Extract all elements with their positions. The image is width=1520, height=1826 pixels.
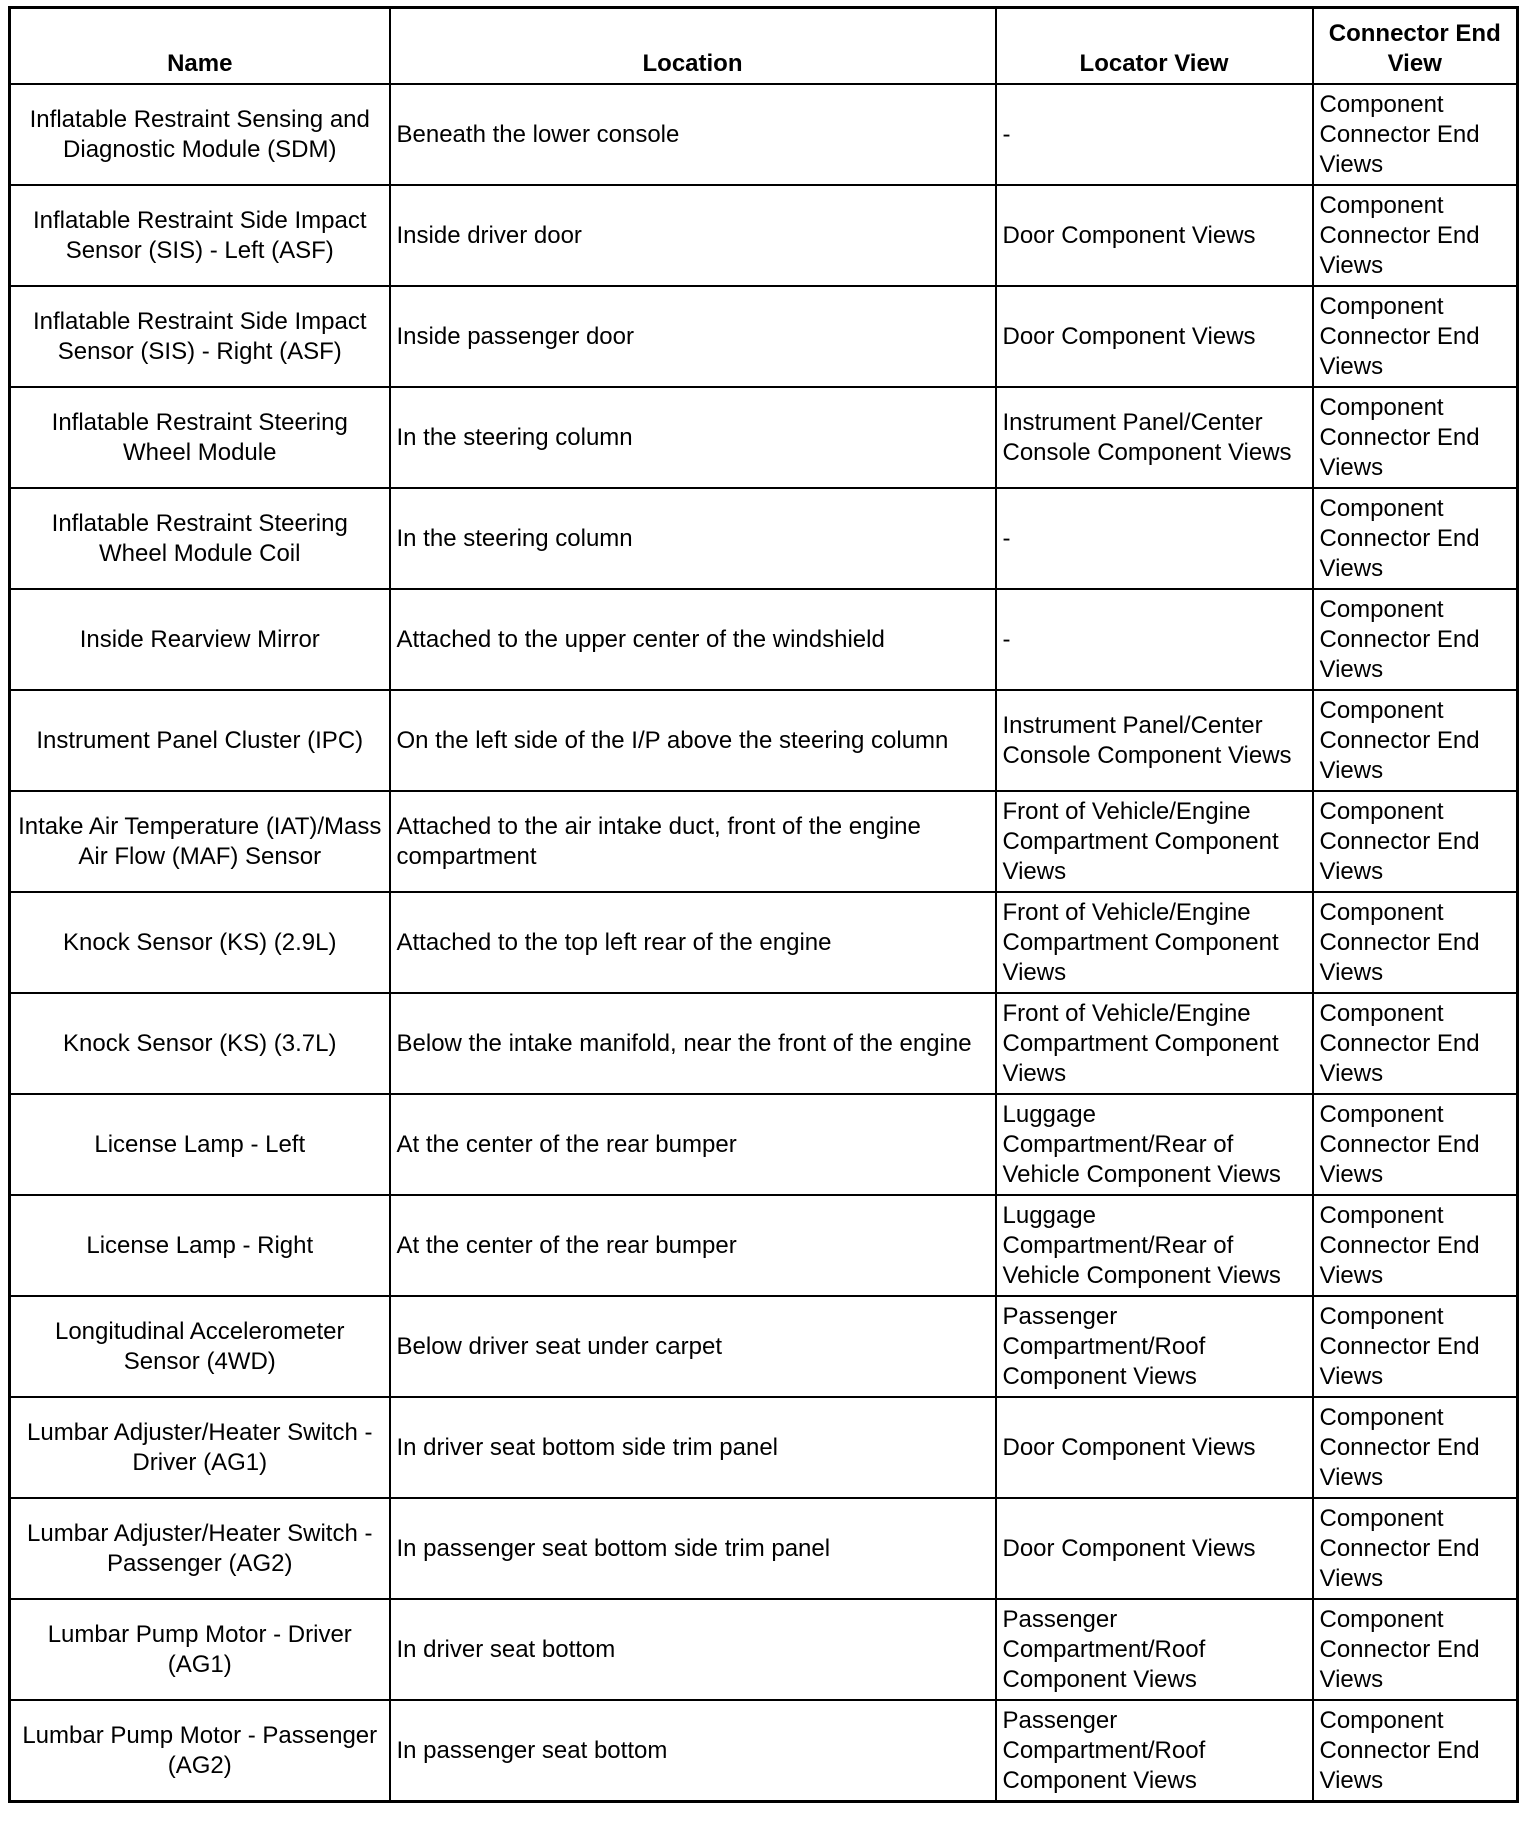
cell-location: Below the intake manifold, near the front of the engine — [390, 993, 996, 1094]
cell-location: Attached to the top left rear of the engine — [390, 892, 996, 993]
table-row — [10, 488, 1518, 589]
cell-location: Attached to the upper center of the windshield — [390, 589, 996, 690]
table-row — [10, 892, 1518, 993]
cell-name: Knock Sensor (KS) (3.7L) — [10, 993, 390, 1094]
cell-locator-view: Front of Vehicle/Engine Compartment Component Views — [996, 993, 1313, 1094]
cell-connector-end-view: Component Connector End Views — [1313, 1498, 1518, 1599]
cell-location: Inside driver door — [390, 185, 996, 286]
table-row — [10, 1599, 1518, 1700]
cell-locator-view: Door Component Views — [996, 1397, 1313, 1498]
table-row — [10, 690, 1518, 791]
cell-location: In driver seat bottom side trim panel — [390, 1397, 996, 1498]
cell-locator-view: Front of Vehicle/Engine Compartment Component Views — [996, 791, 1313, 892]
table-row — [10, 791, 1518, 892]
cell-location: In driver seat bottom — [390, 1599, 996, 1700]
cell-name: Lumbar Adjuster/Heater Switch - Passenger (AG2) — [10, 1498, 390, 1599]
table-row — [10, 1195, 1518, 1296]
cell-locator-view: - — [996, 589, 1313, 690]
cell-location: On the left side of the I/P above the steering column — [390, 690, 996, 791]
header-connector-end-view: Connector End View — [1313, 8, 1518, 85]
cell-name: Intake Air Temperature (IAT)/Mass Air Flow (MAF) Sensor — [10, 791, 390, 892]
table-row — [10, 589, 1518, 690]
cell-locator-view: - — [996, 84, 1313, 185]
cell-locator-view: Door Component Views — [996, 286, 1313, 387]
cell-connector-end-view: Component Connector End Views — [1313, 892, 1518, 993]
cell-name: Inflatable Restraint Steering Wheel Module Coil — [10, 488, 390, 589]
cell-name: Instrument Panel Cluster (IPC) — [10, 690, 390, 791]
cell-location: In the steering column — [390, 488, 996, 589]
header-location: Location — [390, 8, 996, 85]
table-row — [10, 1296, 1518, 1397]
header-locator-view: Locator View — [996, 8, 1313, 85]
cell-connector-end-view: Component Connector End Views — [1313, 993, 1518, 1094]
cell-name: Inflatable Restraint Sensing and Diagnostic Module (SDM) — [10, 84, 390, 185]
cell-connector-end-view: Component Connector End Views — [1313, 1094, 1518, 1195]
cell-name: Lumbar Pump Motor - Driver (AG1) — [10, 1599, 390, 1700]
cell-connector-end-view: Component Connector End Views — [1313, 1296, 1518, 1397]
cell-connector-end-view: Component Connector End Views — [1313, 84, 1518, 185]
header-row — [10, 8, 1518, 85]
cell-connector-end-view: Component Connector End Views — [1313, 286, 1518, 387]
table-row — [10, 1498, 1518, 1599]
cell-connector-end-view: Component Connector End Views — [1313, 387, 1518, 488]
cell-connector-end-view: Component Connector End Views — [1313, 791, 1518, 892]
cell-locator-view: Passenger Compartment/Roof Component Views — [996, 1296, 1313, 1397]
cell-connector-end-view: Component Connector End Views — [1313, 1397, 1518, 1498]
cell-locator-view: - — [996, 488, 1313, 589]
cell-name: Inflatable Restraint Steering Wheel Module — [10, 387, 390, 488]
table-body — [10, 84, 1518, 1802]
cell-connector-end-view: Component Connector End Views — [1313, 185, 1518, 286]
table-row — [10, 185, 1518, 286]
table-row — [10, 286, 1518, 387]
cell-name: Inflatable Restraint Side Impact Sensor (SIS) - Left (ASF) — [10, 185, 390, 286]
cell-locator-view: Door Component Views — [996, 185, 1313, 286]
cell-locator-view: Front of Vehicle/Engine Compartment Component Views — [996, 892, 1313, 993]
cell-connector-end-view: Component Connector End Views — [1313, 488, 1518, 589]
table-row — [10, 1094, 1518, 1195]
cell-location: Below driver seat under carpet — [390, 1296, 996, 1397]
cell-location: In passenger seat bottom side trim panel — [390, 1498, 996, 1599]
cell-name: Lumbar Pump Motor - Passenger (AG2) — [10, 1700, 390, 1802]
table-row — [10, 84, 1518, 185]
cell-locator-view: Door Component Views — [996, 1498, 1313, 1599]
cell-connector-end-view: Component Connector End Views — [1313, 589, 1518, 690]
cell-location: Inside passenger door — [390, 286, 996, 387]
cell-locator-view: Luggage Compartment/Rear of Vehicle Component Views — [996, 1094, 1313, 1195]
table-row — [10, 1397, 1518, 1498]
cell-name: License Lamp - Left — [10, 1094, 390, 1195]
cell-connector-end-view: Component Connector End Views — [1313, 1599, 1518, 1700]
cell-name: Inside Rearview Mirror — [10, 589, 390, 690]
table-row — [10, 1700, 1518, 1802]
cell-name: Knock Sensor (KS) (2.9L) — [10, 892, 390, 993]
table-row — [10, 387, 1518, 488]
cell-connector-end-view: Component Connector End Views — [1313, 1700, 1518, 1802]
component-locator-table — [8, 6, 1519, 1803]
cell-location: Attached to the air intake duct, front of the engine compartment — [390, 791, 996, 892]
cell-name: Inflatable Restraint Side Impact Sensor (SIS) - Right (ASF) — [10, 286, 390, 387]
cell-location: Beneath the lower console — [390, 84, 996, 185]
cell-location: At the center of the rear bumper — [390, 1094, 996, 1195]
table-row — [10, 993, 1518, 1094]
cell-location: At the center of the rear bumper — [390, 1195, 996, 1296]
cell-name: Longitudinal Accelerometer Sensor (4WD) — [10, 1296, 390, 1397]
cell-name: License Lamp - Right — [10, 1195, 390, 1296]
cell-location: In passenger seat bottom — [390, 1700, 996, 1802]
cell-connector-end-view: Component Connector End Views — [1313, 690, 1518, 791]
header-name: Name — [10, 8, 390, 85]
cell-locator-view: Passenger Compartment/Roof Component Views — [996, 1700, 1313, 1802]
cell-locator-view: Luggage Compartment/Rear of Vehicle Component Views — [996, 1195, 1313, 1296]
cell-connector-end-view: Component Connector End Views — [1313, 1195, 1518, 1296]
cell-location: In the steering column — [390, 387, 996, 488]
cell-name: Lumbar Adjuster/Heater Switch - Driver (AG1) — [10, 1397, 390, 1498]
cell-locator-view: Instrument Panel/Center Console Component Views — [996, 690, 1313, 791]
cell-locator-view: Passenger Compartment/Roof Component Views — [996, 1599, 1313, 1700]
cell-locator-view: Instrument Panel/Center Console Component Views — [996, 387, 1313, 488]
